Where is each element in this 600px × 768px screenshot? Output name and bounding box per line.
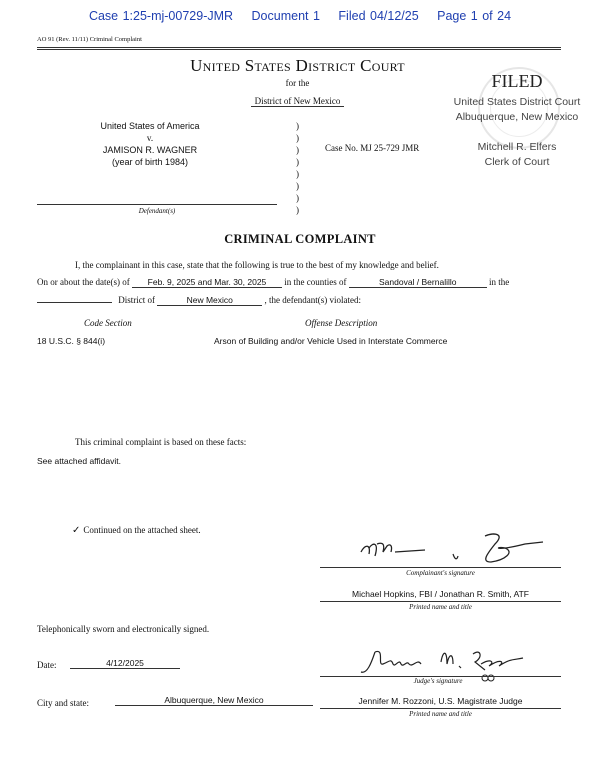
city-label: City and state: [37, 698, 89, 708]
date-county-row: On or about the date(s) of Feb. 9, 2025 and Mar. 30, 2025 in the counties of Sandoval / Bernalillo in the [37, 277, 510, 287]
judge-name-label: Printed name and title [409, 710, 472, 718]
stamp-clerk-title: Clerk of Court [484, 156, 550, 168]
date-value: 4/12/2025 [70, 658, 180, 669]
complainant-sig-line [320, 567, 561, 568]
complainant-name: Michael Hopkins, FBI / Jonathan R. Smith, ATF [352, 589, 529, 599]
top-rule-2 [37, 49, 561, 50]
stamp-city: Albuquerque, New Mexico [455, 111, 579, 123]
code-section-header: Code Section [84, 318, 132, 328]
stamp-court: United States District Court [453, 96, 581, 108]
complainant-name-label: Printed name and title [409, 603, 472, 611]
defendant-rule [37, 204, 277, 205]
filed-date: Filed 04/12/25 [338, 9, 419, 23]
form-id: AO 91 (Rev. 11/11) Criminal Complaint [37, 36, 142, 43]
filed-stamp [448, 65, 586, 195]
top-rule [37, 47, 561, 48]
facts-text: See attached affidavit. [37, 456, 121, 466]
document-title: CRIMINAL COMPLAINT [224, 232, 376, 246]
complainant-sig-label: Complainant's signature [406, 569, 475, 577]
plaintiff: United States of America [100, 121, 200, 131]
county: Sandoval / Bernalillo [349, 277, 487, 288]
case-parties [60, 120, 240, 168]
court-name: United States District Court [190, 56, 405, 75]
filed-label: FILED [491, 71, 543, 91]
defendant-note: (year of birth 1984) [111, 157, 189, 167]
facts-intro: This criminal complaint is based on these facts: [75, 437, 247, 447]
versus: v. [146, 133, 154, 143]
judge-name: Jennifer M. Rozzoni, U.S. Magistrate Judge [358, 696, 523, 706]
date-label: Date: [37, 660, 57, 670]
city-value: Albuquerque, New Mexico [115, 695, 313, 706]
district-value: New Mexico [157, 295, 262, 306]
code-section: 18 U.S.C. § 844(i) [37, 336, 106, 346]
judge-name-line [320, 708, 561, 709]
page-number: Page 1 of 24 [437, 9, 512, 23]
offense-description: Arson of Building and/or Vehicle Used in Interstate Commerce [214, 336, 448, 346]
continued-sheet: ✓ Continued on the attached sheet. [72, 525, 201, 536]
court-district: District of New Mexico [100, 96, 495, 106]
complainant-statement: I, the complainant in this case, state that the following is true to the best of my knowledge and belief. [75, 260, 439, 270]
complainant-signature [355, 530, 555, 570]
document-number: Document 1 [251, 9, 320, 23]
defendant-name: JAMISON R. WAGNER [102, 145, 198, 155]
offense-description-header: Offense Description [305, 318, 378, 328]
ecf-header [0, 9, 600, 23]
district-row: District of New Mexico , the defendant(s) violated: [37, 295, 361, 306]
defendant-label: Defendant(s) [138, 207, 176, 215]
caption-parentheses: ) ) ) ) ) ) ) ) [296, 121, 299, 215]
case-number: Case 1:25-mj-00729-JMR [88, 9, 234, 23]
checkmark-icon: ✓ [72, 525, 81, 536]
sworn-statement: Telephonically sworn and electronically signed. [37, 624, 210, 634]
complainant-name-line [320, 601, 561, 602]
court-for: for the [285, 78, 310, 88]
judge-sig-label: Judge's signature [413, 677, 463, 685]
offense-dates: Feb. 9, 2025 and Mar. 30, 2025 [132, 277, 282, 288]
stamp-clerk: Mitchell R. Elfers [477, 141, 557, 153]
case-no: Case No. MJ 25-729 JMR [325, 143, 420, 153]
